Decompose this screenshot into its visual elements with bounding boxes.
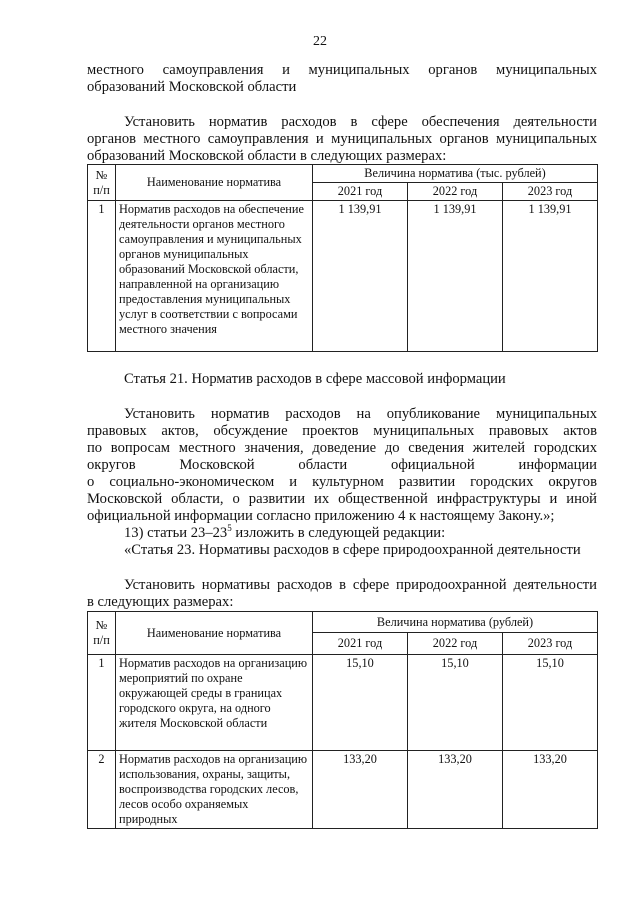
para1-line-3: образований Московской области в следующих размерах: xyxy=(87,148,447,164)
para2-line: Установить норматив расходов на опубликование муниципальных xyxy=(124,406,597,422)
para2-line: округов Московской области официальной информации xyxy=(87,457,597,473)
header-year: 2022 год xyxy=(408,183,503,201)
item-13-suffix: изложить в следующей редакции: xyxy=(231,525,446,541)
item-13 xyxy=(87,525,597,542)
intro-line-1: местного самоуправления и муниципальных органов муниципальных xyxy=(87,62,597,78)
para2-line: о социально-экономическом и культурном развитии городских округов xyxy=(87,474,597,490)
item-13-sup: 5 xyxy=(227,523,232,534)
page-number: 22 xyxy=(313,34,327,49)
para2-line: правовых актов, обсуждение проектов муниципальных правовых актов xyxy=(87,423,597,439)
para3-line-1: Установить нормативы расходов в сфере природоохранной деятельности xyxy=(124,577,597,593)
para2-line: официальной информации согласно приложению 4 к настоящему Закону.»; xyxy=(87,508,555,524)
header-value: Величина норматива (рублей) xyxy=(313,612,598,633)
table-row xyxy=(88,201,598,352)
header-year: 2021 год xyxy=(313,183,408,201)
row-value: 15,10 xyxy=(408,655,503,751)
intro-line-2: образований Московской области xyxy=(87,79,297,95)
row-name: Норматив расходов на обеспечение деятельности органов местного самоуправления и муниципальных органов муниципальных образований Московской области, направленной на организацию предоставления муниципальных услуг в соответствии с вопросами местного значения xyxy=(116,201,313,352)
table-row xyxy=(88,751,598,829)
header-num: № п/п xyxy=(88,165,116,201)
row-num: 1 xyxy=(88,655,116,751)
table-row xyxy=(88,655,598,751)
item-13-prefix: 13) статьи 23–23 xyxy=(124,525,228,541)
row-name: Норматив расходов на организацию мероприятий по охране окружающей среды в границах городского округа, на одного жителя Московской области xyxy=(116,655,313,751)
row-name: Норматив расходов на организацию использования, охраны, защиты, воспроизводства городских лесов, лесов особо охраняемых природных xyxy=(116,751,313,829)
header-num: № п/п xyxy=(88,612,116,655)
para1-line-1: Установить норматив расходов в сфере обеспечения деятельности xyxy=(124,114,597,130)
header-name: Наименование норматива xyxy=(116,165,313,201)
para1-line-2: органов местного самоуправления и муниципальных органов муниципальных xyxy=(87,131,597,147)
header-year: 2021 год xyxy=(313,633,408,655)
para3-line-2: в следующих размерах: xyxy=(87,594,234,610)
norm-table-1 xyxy=(87,164,598,352)
article-23-heading: «Статья 23. Нормативы расходов в сфере природоохранной деятельности xyxy=(124,542,581,558)
norm-table-2 xyxy=(87,611,598,829)
row-value: 133,20 xyxy=(503,751,598,829)
row-value: 1 139,91 xyxy=(408,201,503,352)
row-value: 1 139,91 xyxy=(313,201,408,352)
row-num: 2 xyxy=(88,751,116,829)
row-num: 1 xyxy=(88,201,116,352)
article-21-heading: Статья 21. Норматив расходов в сфере массовой информации xyxy=(124,371,506,387)
row-value: 133,20 xyxy=(408,751,503,829)
header-year: 2023 год xyxy=(503,183,598,201)
header-year: 2023 год xyxy=(503,633,598,655)
row-value: 133,20 xyxy=(313,751,408,829)
header-value: Величина норматива (тыс. рублей) xyxy=(313,165,598,183)
para2-line: по вопросам местного значения, доведение до сведения жителей городских xyxy=(87,440,597,456)
header-year: 2022 год xyxy=(408,633,503,655)
row-value: 15,10 xyxy=(503,655,598,751)
row-value: 15,10 xyxy=(313,655,408,751)
header-name: Наименование норматива xyxy=(116,612,313,655)
para2-line: Московской области, о развитии их общественной инфраструктуры и иной xyxy=(87,491,597,507)
row-value: 1 139,91 xyxy=(503,201,598,352)
